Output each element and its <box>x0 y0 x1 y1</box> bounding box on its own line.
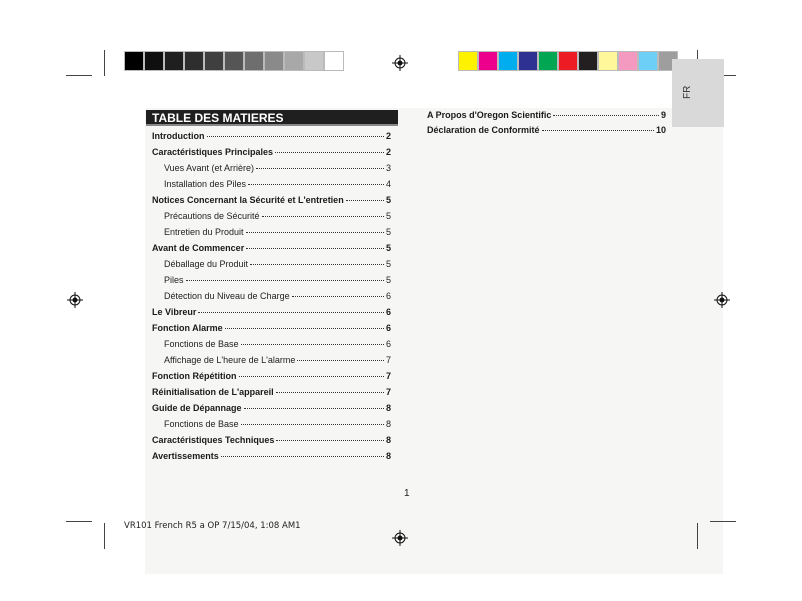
toc-entry-page: 8 <box>385 403 391 413</box>
color-swatch <box>478 51 498 71</box>
toc-entry[interactable] <box>152 371 391 381</box>
toc-entry[interactable] <box>152 211 391 221</box>
toc-entry-label: Fonction Alarme <box>152 323 223 333</box>
page-number: 1 <box>404 488 410 499</box>
toc-entry-label: Piles <box>164 275 184 285</box>
toc-leader-dots <box>256 168 384 169</box>
toc-leader-dots <box>346 200 384 201</box>
toc-entry-page: 3 <box>385 163 391 173</box>
toc-entry-label: Précautions de Sécurité <box>164 211 260 221</box>
toc-entry-label: Vues Avant (et Arrière) <box>164 163 255 173</box>
color-swatch <box>638 51 658 71</box>
toc-entry-label: Réinitialisation de L'appareil <box>152 387 274 397</box>
registration-mark-icon <box>392 55 408 71</box>
toc-leader-dots <box>241 424 384 425</box>
registration-mark-icon <box>67 292 83 308</box>
toc-leader-dots <box>276 440 384 441</box>
toc-entry[interactable] <box>427 110 666 120</box>
crop-mark <box>104 50 105 76</box>
toc-leader-dots <box>241 344 384 345</box>
toc-entry-page: 5 <box>385 211 391 221</box>
toc-entry[interactable] <box>152 435 391 445</box>
toc-leader-dots <box>250 264 384 265</box>
crop-mark <box>697 523 698 549</box>
toc-entry[interactable] <box>152 147 391 157</box>
toc-entry-page: 6 <box>385 291 391 301</box>
toc-entry[interactable] <box>152 163 391 173</box>
color-swatch <box>264 51 284 71</box>
color-swatch <box>144 51 164 71</box>
toc-entry[interactable] <box>152 131 391 141</box>
toc-entry[interactable] <box>152 291 391 301</box>
toc-entry-label: Fonction Répétition <box>152 371 237 381</box>
toc-entry[interactable] <box>152 275 391 285</box>
toc-entry-label: Caractéristiques Techniques <box>152 435 275 445</box>
toc-entry[interactable] <box>152 323 391 333</box>
color-swatch <box>164 51 184 71</box>
toc-entry[interactable] <box>152 307 391 317</box>
grayscale-color-bar <box>124 51 344 71</box>
toc-entry[interactable] <box>152 387 391 397</box>
toc-title: TABLE DES MATIERES <box>146 110 398 126</box>
toc-entry-label: Guide de Dépannage <box>152 403 242 413</box>
toc-entry[interactable] <box>152 403 391 413</box>
toc-leader-dots <box>553 115 659 116</box>
toc-entry-label: Notices Concernant la Sécurité et L'entretien <box>152 195 344 205</box>
toc-entry-label: Entretien du Produit <box>164 227 244 237</box>
toc-entry[interactable] <box>152 355 391 365</box>
color-swatch <box>578 51 598 71</box>
toc-entry[interactable] <box>152 259 391 269</box>
toc-entry[interactable] <box>152 451 391 461</box>
toc-entry-page: 4 <box>385 179 391 189</box>
toc-entry-page: 2 <box>385 147 391 157</box>
toc-entry-page: 8 <box>385 419 391 429</box>
toc-entry-page: 6 <box>385 323 391 333</box>
toc-entry-page: 7 <box>385 355 391 365</box>
toc-entry-label: Avertissements <box>152 451 219 461</box>
color-swatch <box>224 51 244 71</box>
color-swatch <box>538 51 558 71</box>
toc-entry-page: 5 <box>385 243 391 253</box>
toc-entry[interactable] <box>152 339 391 349</box>
toc-leader-dots <box>297 360 384 361</box>
toc-entry[interactable] <box>427 125 666 135</box>
toc-entry[interactable] <box>152 195 391 205</box>
toc-entry-label: Fonctions de Base <box>164 419 239 429</box>
crop-mark <box>104 523 105 549</box>
crop-mark <box>66 521 92 522</box>
registration-mark-icon <box>714 292 730 308</box>
color-swatch <box>124 51 144 71</box>
toc-leader-dots <box>246 248 384 249</box>
color-swatch <box>324 51 344 71</box>
toc-entry-label: Le Vibreur <box>152 307 197 317</box>
toc-entry-label: Détection du Niveau de Charge <box>164 291 290 301</box>
toc-leader-dots <box>244 408 384 409</box>
language-tab-label: FR <box>682 85 693 99</box>
toc-leader-dots <box>207 136 384 137</box>
toc-entry-page: 9 <box>660 110 666 120</box>
toc-entry[interactable] <box>152 179 391 189</box>
color-swatch <box>518 51 538 71</box>
color-swatch <box>498 51 518 71</box>
toc-entry-page: 10 <box>655 125 666 135</box>
toc-entry-page: 6 <box>385 307 391 317</box>
toc-leader-dots <box>542 130 654 131</box>
color-swatch <box>598 51 618 71</box>
toc-entry-label: Installation des Piles <box>164 179 247 189</box>
toc-entry-label: A Propos d'Oregon Scientific <box>427 110 552 120</box>
toc-entry-label: Introduction <box>152 131 205 141</box>
language-tab <box>672 59 724 127</box>
toc-leader-dots <box>248 184 384 185</box>
toc-leader-dots <box>239 376 384 377</box>
toc-leader-dots <box>276 392 384 393</box>
crop-mark <box>66 75 92 76</box>
toc-leader-dots <box>225 328 384 329</box>
toc-entry-label: Déclaration de Conformité <box>427 125 540 135</box>
toc-entry[interactable] <box>152 243 391 253</box>
toc-entry-page: 8 <box>385 451 391 461</box>
toc-entry[interactable] <box>152 227 391 237</box>
toc-leader-dots <box>198 312 384 313</box>
color-swatch <box>558 51 578 71</box>
toc-entry[interactable] <box>152 419 391 429</box>
toc-leader-dots <box>221 456 384 457</box>
registration-mark-icon <box>392 530 408 546</box>
toc-entry-label: Déballage du Produit <box>164 259 249 269</box>
color-swatch <box>304 51 324 71</box>
color-swatch <box>458 51 478 71</box>
color-swatch <box>184 51 204 71</box>
color-swatch <box>244 51 264 71</box>
color-swatch <box>618 51 638 71</box>
color-swatch <box>284 51 304 71</box>
toc-entry-label: Caractéristiques Principales <box>152 147 274 157</box>
toc-entry-page: 7 <box>385 371 391 381</box>
toc-entry-page: 7 <box>385 387 391 397</box>
crop-mark <box>710 521 736 522</box>
toc-entry-page: 6 <box>385 339 391 349</box>
toc-entry-page: 5 <box>385 227 391 237</box>
color-swatch <box>204 51 224 71</box>
toc-entry-label: Fonctions de Base <box>164 339 239 349</box>
process-color-bar <box>458 51 678 71</box>
toc-leader-dots <box>246 232 384 233</box>
toc-entry-page: 8 <box>385 435 391 445</box>
toc-entry-label: Avant de Commencer <box>152 243 245 253</box>
toc-leader-dots <box>275 152 384 153</box>
toc-entry-page: 2 <box>385 131 391 141</box>
toc-leader-dots <box>186 280 384 281</box>
toc-entry-page: 5 <box>385 195 391 205</box>
print-slug: VR101 French R5 a OP 7/15/04, 1:08 AM1 <box>124 521 301 531</box>
toc-leader-dots <box>262 216 384 217</box>
toc-entry-page: 5 <box>385 259 391 269</box>
toc-entry-page: 5 <box>385 275 391 285</box>
toc-leader-dots <box>292 296 384 297</box>
toc-entry-label: Affichage de L'heure de L'alarme <box>164 355 296 365</box>
